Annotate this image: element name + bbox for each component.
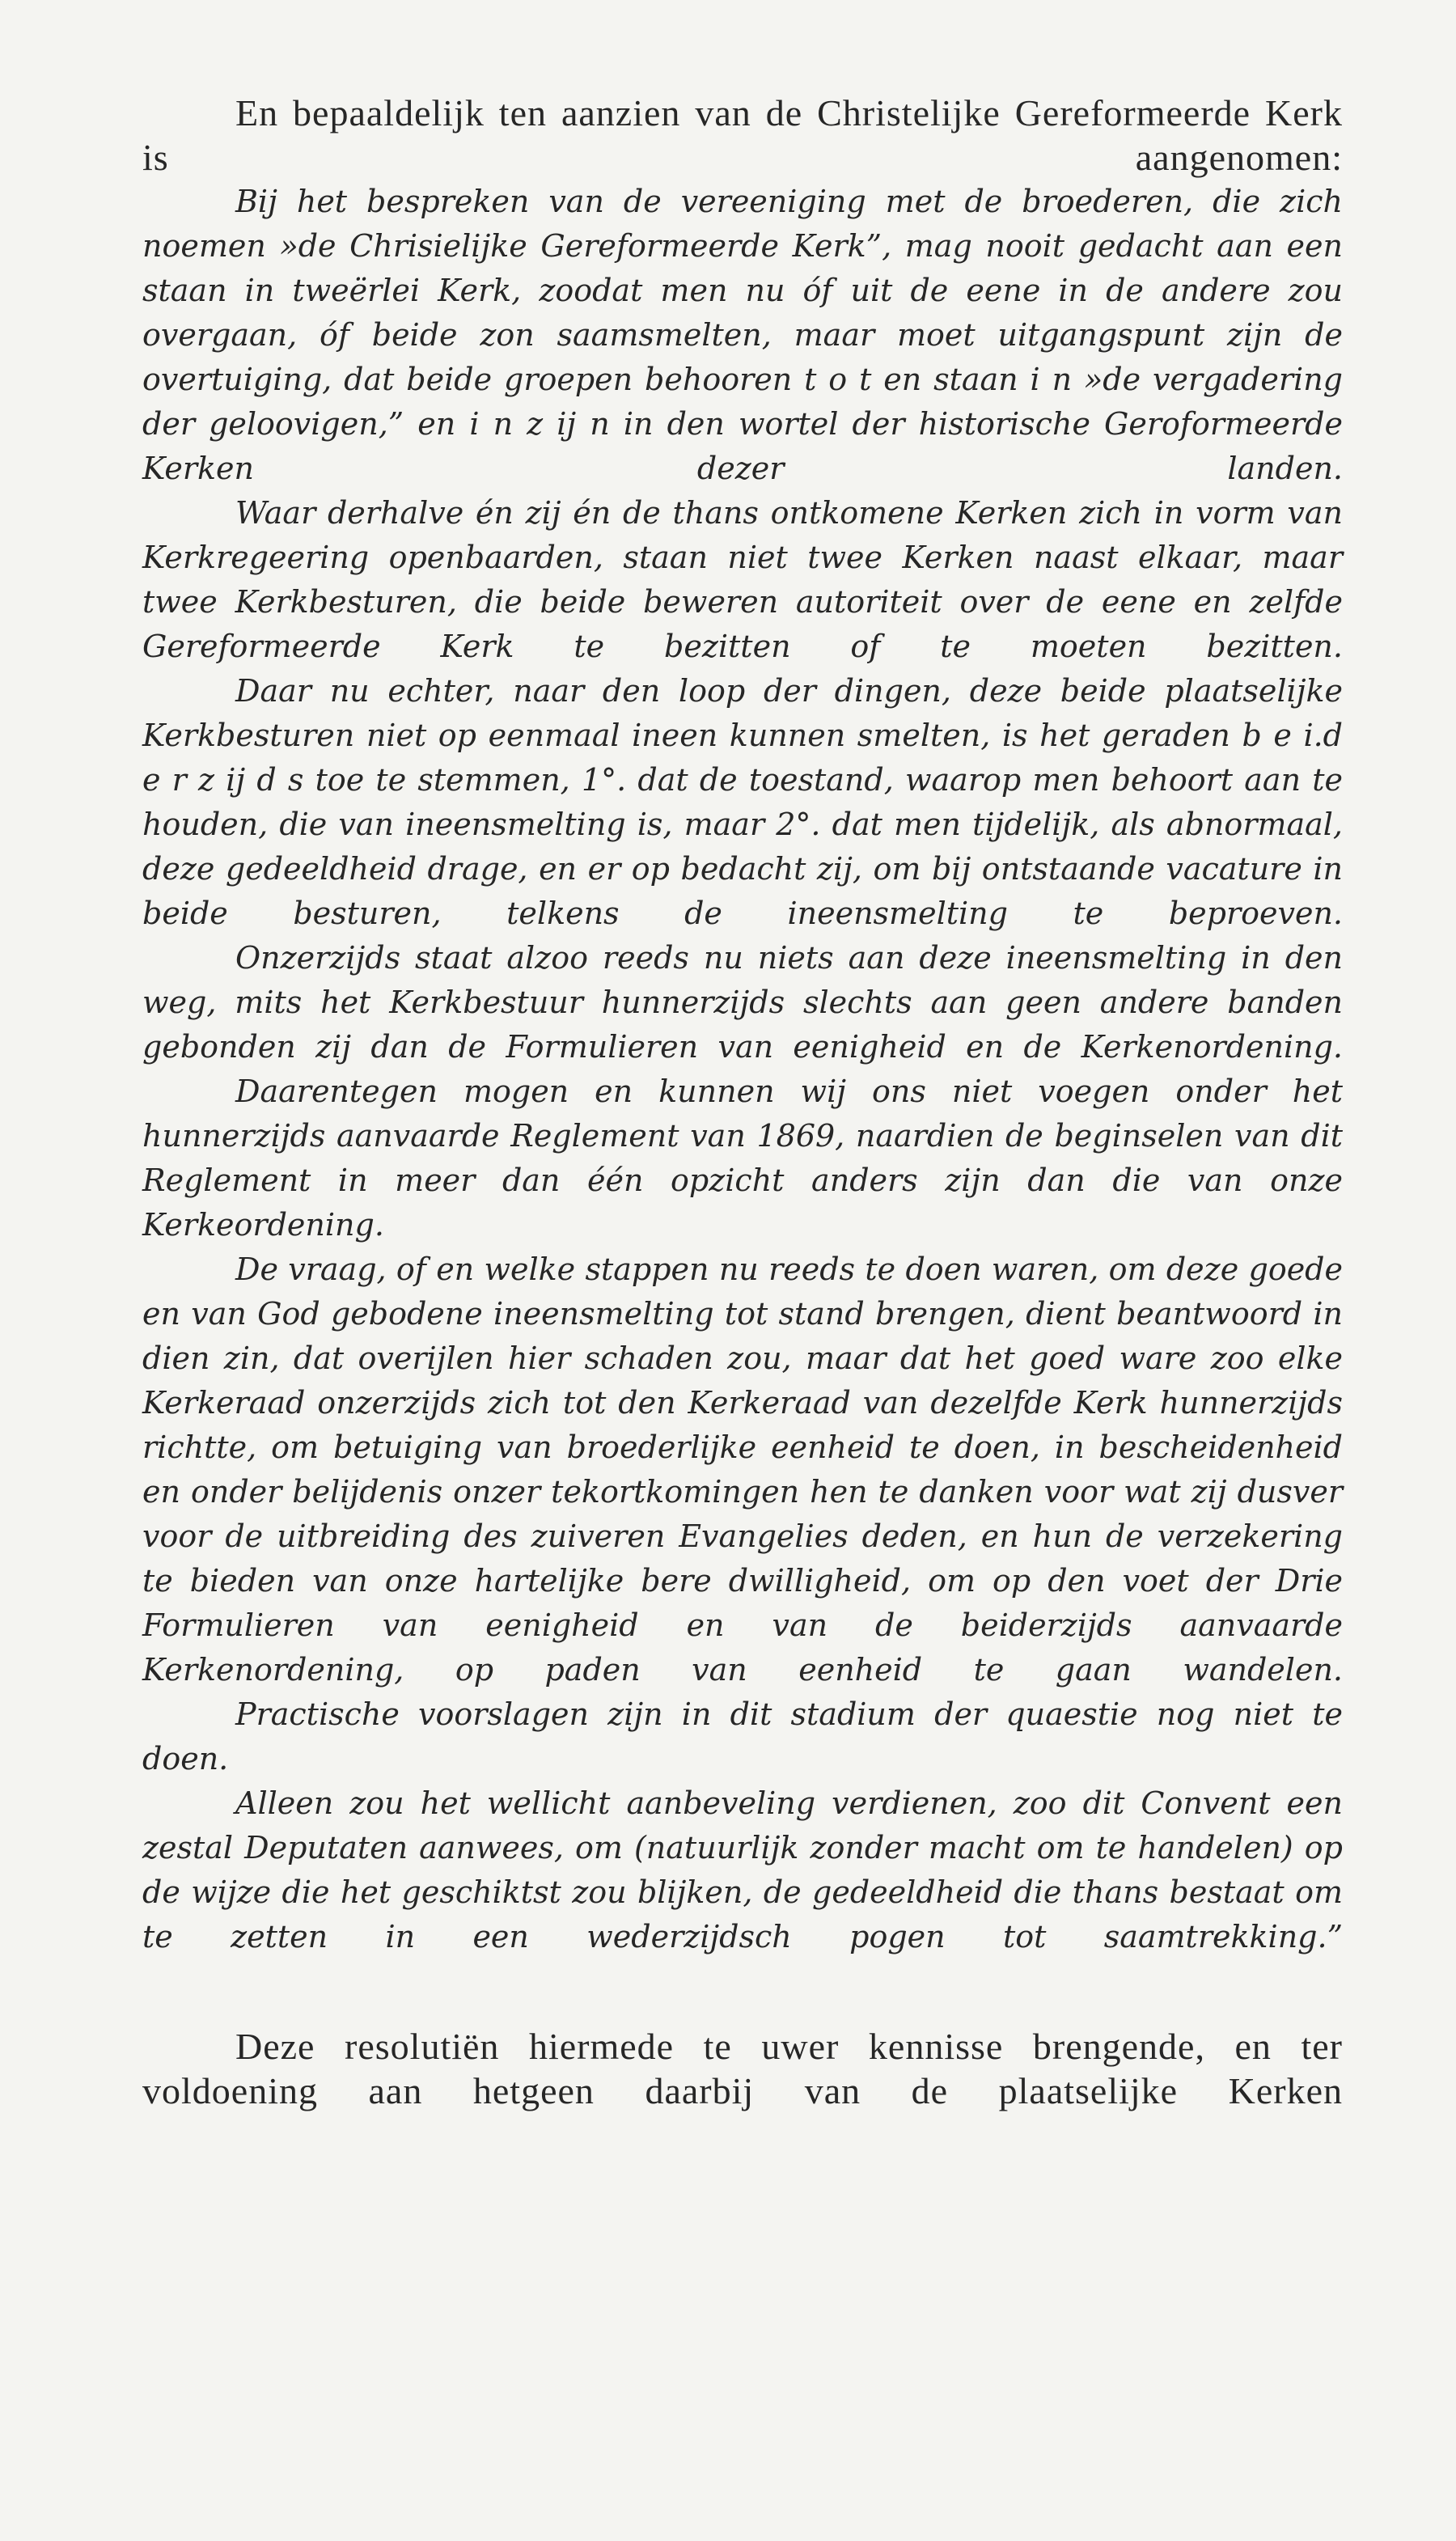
quote-paragraph-8: Alleen zou het wellicht aanbeveling verdienen, zoo dit Convent een zestal Deputaten aanwees, om (natuurlijk zonder macht om te handelen) op de wijze die het geschiktst zou blijken, de gedeeldheid die thans bestaat om te zetten in een wederzijdsch pogen tot saamtrekking.” [142, 1785, 1343, 1954]
quote-paragraph-3: Daar nu echter, naar den loop der dingen, deze beide plaatselijke Kerkbesturen niet op eenmaal ineen kunnen smelten, is het geraden b e i.d e r z ij d s toe te stemmen, 1°. dat de toestand, waarop men behoort aan te houden, die van ineensmelting is, maar 2°. dat men tijdelijk, als abnormaal, deze gedeeldheid drage, en er op bedacht zij, om bij ontstaande vacature in beide besturen, telkens de ineensmelting te beproeven. [142, 673, 1343, 931]
quote-paragraph-6: De vraag, of en welke stappen nu reeds te doen waren, om deze goede en van God gebodene ineensmelting tot stand brengen, dient beantwoord in dien zin, dat overijlen hier schaden zou, maar dat het goed ware zoo elke Kerkeraad onzerzijds zich tot den Kerkeraad van dezelfde Kerk hunnerzijds richtte, om betuiging van broederlijke eenheid te doen, in bescheidenheid en onder belijdenis onzer tekortkomingen hen te danken voor wat zij dusver voor de uitbreiding des zuiveren Evangelies deden, en hun de verzekering te bieden van onze hartelijke bere dwilligheid, om op den voet der Drie Formulieren van eenigheid en van de beiderzijds aanvaarde Kerkenordening, op paden van eenheid te gaan wandelen. [142, 1251, 1343, 1688]
section-gap [142, 1959, 1343, 2024]
intro-paragraph: En bepaaldelijk ten aanzien van de Christelijke Gereformeerde Kerk is aangenomen: [142, 92, 1343, 178]
quote-paragraph-2: Waar derhalve én zij én de thans ontkomene Kerken zich in vorm van Kerkregeering openbaarden, staan niet twee Kerken naast elkaar, maar twee Kerkbesturen, die beide beweren autoriteit over de eene en zelfde Gereformeerde Kerk te bezitten of te moeten bezitten. [142, 495, 1343, 664]
quote-paragraph-5: Daarentegen mogen en kunnen wij ons niet voegen onder het hunnerzijds aanvaarde Reglement van 1869, naardien de beginselen van dit Reglement in meer dan één opzicht anders zijn dan die van onze Kerkeordening. [142, 1074, 1343, 1243]
quote-paragraph-1: Bij het bespreken van de vereeniging met de broederen, die zich noemen »de Chrisielijke Gereformeerde Kerk”, mag nooit gedacht aan een staan in tweërlei Kerk, zoodat men nu óf uit de eene in de andere zou overgaan, óf beide zon saamsmelten, maar moet uitgangspunt zijn de overtuiging, dat beide groepen behooren t o t en staan i n »de vergadering der geloovigen,” en i n z ij n in den wortel der historische Geroformeerde Kerken dezer landen. [142, 184, 1343, 486]
quote-paragraph-4: Onzerzijds staat alzoo reeds nu niets aan deze ineensmelting in den weg, mits het Kerkbestuur hunnerzijds slechts aan geen andere banden gebonden zij dan de Formulieren van eenigheid en de Kerkenordening. [142, 940, 1343, 1065]
quote-paragraph-7: Practische voorslagen zijn in dit stadium der quaestie nog niet te doen. [142, 1696, 1343, 1777]
closing-paragraph: Deze resolutiën hiermede te uwer kennisse brengende, en ter voldoening aan hetgeen daarbij van de plaatselijke Kerken [142, 2026, 1343, 2111]
